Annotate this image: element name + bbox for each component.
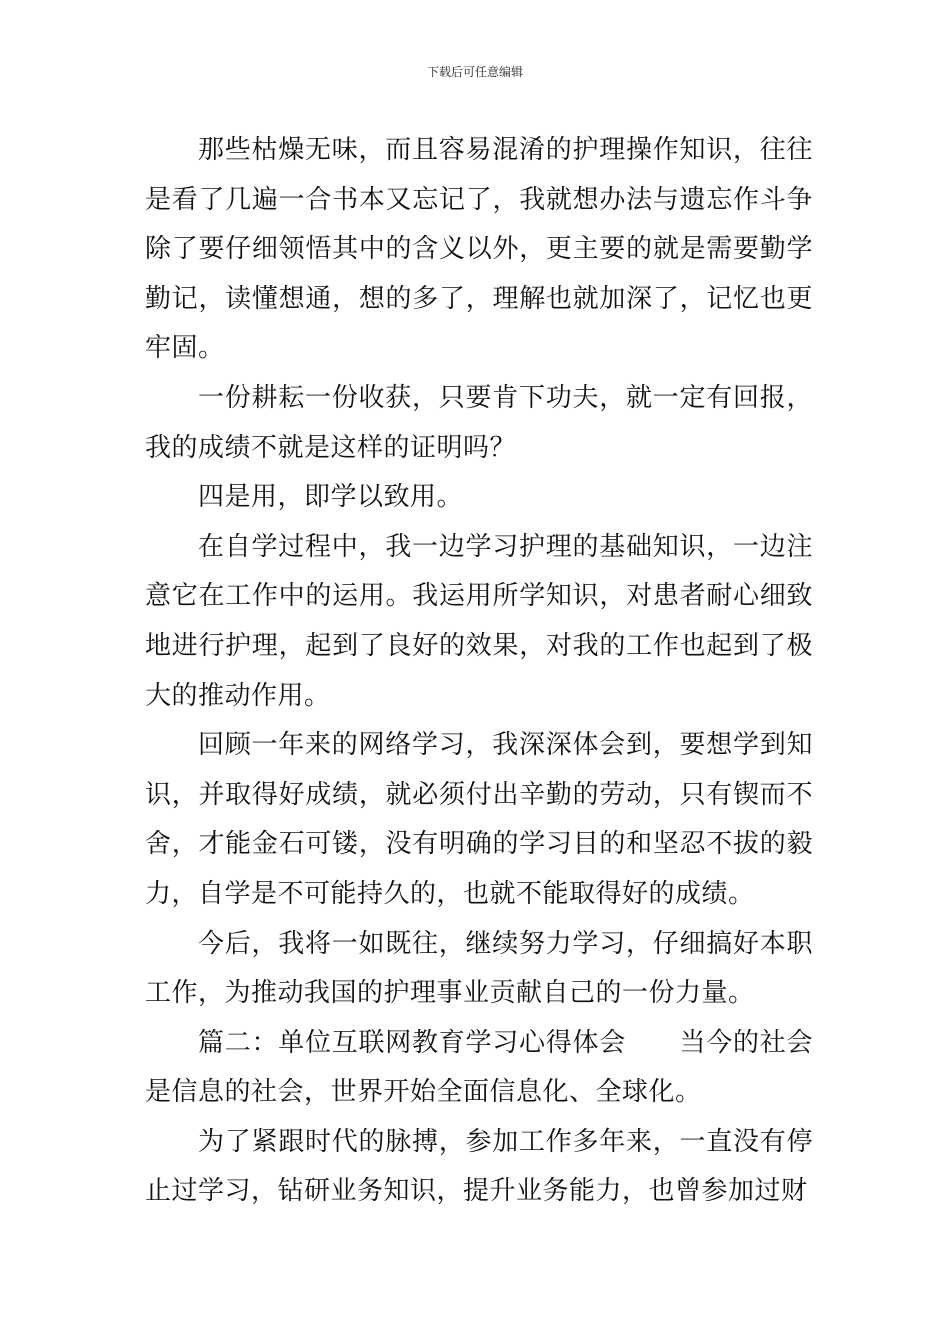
paragraph-7: 篇二：单位互联网教育学习心得体会 当今的社会是信息的社会，世界开始全面信息化、全球化。 [145, 1027, 813, 1108]
paragraph-5: 回顾一年来的网络学习，我深深体会到，要想学到知识，并取得好成绩，就必须付出辛勤的劳动，只有锲而不舍，才能金石可镂，没有明确的学习目的和坚忍不拔的毅力，自学是不可能持久的，也就不能取得好的成绩。 [145, 730, 813, 909]
page-header: 下载后可任意编辑 [426, 65, 523, 79]
document-body [145, 126, 813, 1217]
paragraph-4: 在自学过程中，我一边学习护理的基础知识，一边注意它在工作中的运用。我运用所学知识，对患者耐心细致地进行护理，起到了良好的效果，对我的工作也起到了极大的推动作用。 [145, 531, 813, 711]
paragraph-6: 今后，我将一如既往，继续努力学习，仔细搞好本职工作，为推动我国的护理事业贡献自己的一份力量。 [145, 928, 813, 1009]
paragraph-8: 为了紧跟时代的脉搏，参加工作多年来，一直没有停止过学习，钻研业务知识，提升业务能力，也曾参加过财 [145, 1126, 813, 1207]
paragraph-2: 一份耕耘一份收获，只要肯下功夫，就一定有回报，我的成绩不就是这样的证明吗？ [145, 382, 813, 463]
paragraph-3: 四是用，即学以致用。 [198, 482, 464, 513]
paragraph-1: 那些枯燥无味，而且容易混淆的护理操作知识，往往是看了几遍一合书本又忘记了，我就想办法与遗忘作斗争除了要仔细领悟其中的含义以外，更主要的就是需要勤学勤记，读懂想通，想的多了，理解也就加深了，记忆也更牢固。 [145, 135, 813, 364]
